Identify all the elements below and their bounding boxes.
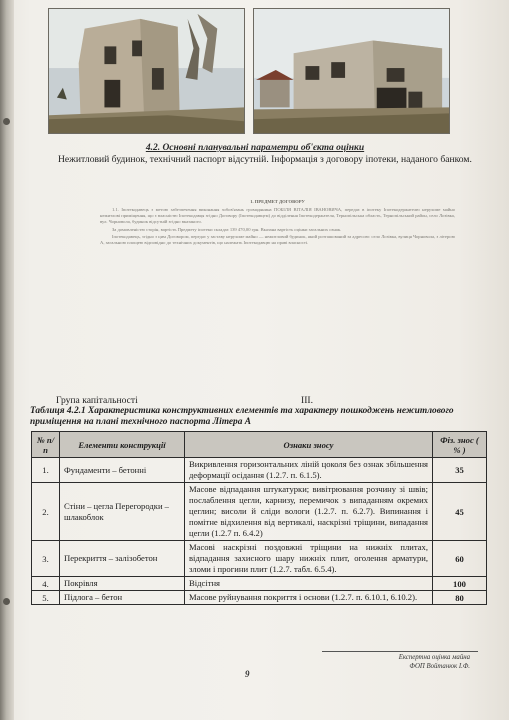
capital-group-label: Група капітальності	[56, 395, 138, 406]
row-element: Фундаменти – бетонні	[60, 458, 185, 483]
table-row	[32, 483, 487, 541]
table-caption: Таблиця 4.2.1 Характеристика конструктивних елементів та характеру пошкоджень нежитлового приміщення на плані технічного паспорта Літера А	[30, 406, 454, 427]
header-number: № п/п	[32, 432, 60, 458]
building-photo-left	[48, 8, 245, 134]
row-number: 2.	[32, 483, 60, 541]
table-row	[32, 577, 487, 591]
row-signs: Масове відпадання штукатурки; вивітрювання розчину зі швів; послаблення цегли, карнизу, перемичок з випаданням окремих цеглин; висоли й сліди вологи (1.2.7. п. 6.2.7). Випинання і помітне відхилення від вертикалі, наскрізні тріщини, випадання цегли (1.2.7 п. 6.4.2)	[185, 483, 433, 541]
row-element: Перекриття – залізобетон	[60, 541, 185, 577]
row-number: 3.	[32, 541, 60, 577]
table-row	[32, 591, 487, 605]
page-number: 9	[245, 669, 250, 679]
table-row	[32, 458, 487, 483]
row-wear: 80	[433, 591, 487, 605]
row-signs: Відсітня	[185, 577, 433, 591]
row-wear: 100	[433, 577, 487, 591]
row-element: Покрівля	[60, 577, 185, 591]
row-number: 5.	[32, 591, 60, 605]
wear-table	[31, 431, 487, 605]
row-signs: Масове руйнування покриття і основи (1.2.7. п. 6.10.1, 6.10.2).	[185, 591, 433, 605]
row-number: 1.	[32, 458, 60, 483]
contract-paragraph: 1.1. Іпотекодавець з метою забезпечення виконання зобов'язань громадянина ПОБІЛЯ ВІТАЛІЯ ІВАНОВИЧА, передає в іпотеку Іпотекодержателю нерухоме майно нежитлові приміщення, що є власністю Іпотекодавця згідно Договору (Іпотекодавцем) до відділення Іпотекодержателя, Тернопільська область, Тернопільський район, село Лозівка, вул. Чорновола, будинок відсутній згідно вказаного.	[100, 207, 455, 225]
table-row	[32, 541, 487, 577]
punch-hole	[3, 118, 10, 125]
row-wear: 60	[433, 541, 487, 577]
table-header-row	[32, 432, 487, 458]
signature-line: ФОП Войтанюк І.Ф.	[409, 663, 470, 670]
binding-edge	[0, 0, 14, 720]
signature-rule	[322, 651, 478, 652]
row-element: Стіни – цегла Перегородки – шлакоблок	[60, 483, 185, 541]
header-signs: Ознаки зносу	[185, 432, 433, 458]
signature-line: Експертна оцінка майна	[398, 654, 470, 661]
contract-title: 1. ПРЕДМЕТ ДОГОВОРУ	[250, 199, 305, 204]
row-signs: Масові наскрізні поздовжні тріщини на нижніх плитах, відпадання захисного шару нижніх плит, оголення арматури, зломи і прогини плит (1.2.7. табл. 6.5.4).	[185, 541, 433, 577]
contract-paragraph: Іпотекодавець, згідно з цим Договором, передає у заставу нерухоме майно — нежитловий будинок, який розташований за адресою: село Лозівка, вулиця Чорновола, з літерою А, загальною площею відповідно до технічних документів, що належать Іпотекодавцю на праві власності.	[100, 233, 455, 245]
section-heading: 4.2. Основні планувальні параметри об'єкта оцінки	[145, 143, 365, 153]
contract-paragraph: За домовленістю сторін, вартість Предмету іпотеки складає 139 470,00 грн. Вказана вартість оцінки загальних ознак.	[112, 226, 342, 232]
section-intro: Нежитловий будинок, технічний паспорт відсутній. Інформація з договору іпотеки, наданого банком.	[58, 154, 472, 165]
row-number: 4.	[32, 577, 60, 591]
row-wear: 45	[433, 483, 487, 541]
contract-scan	[100, 199, 455, 384]
row-element: Підлога – бетон	[60, 591, 185, 605]
row-wear: 35	[433, 458, 487, 483]
building-photo-right	[253, 8, 450, 134]
header-wear: Фіз. знос ( % )	[433, 432, 487, 458]
row-signs: Викривлення горизонтальних ліній цоколя без ознак збільшення деформації осідання (1.2.7. п. 6.1.5).	[185, 458, 433, 483]
header-element: Елементи конструкції	[60, 432, 185, 458]
signature-block	[330, 653, 470, 671]
capital-group-value: ІІІ.	[301, 395, 313, 406]
punch-hole	[3, 598, 10, 605]
